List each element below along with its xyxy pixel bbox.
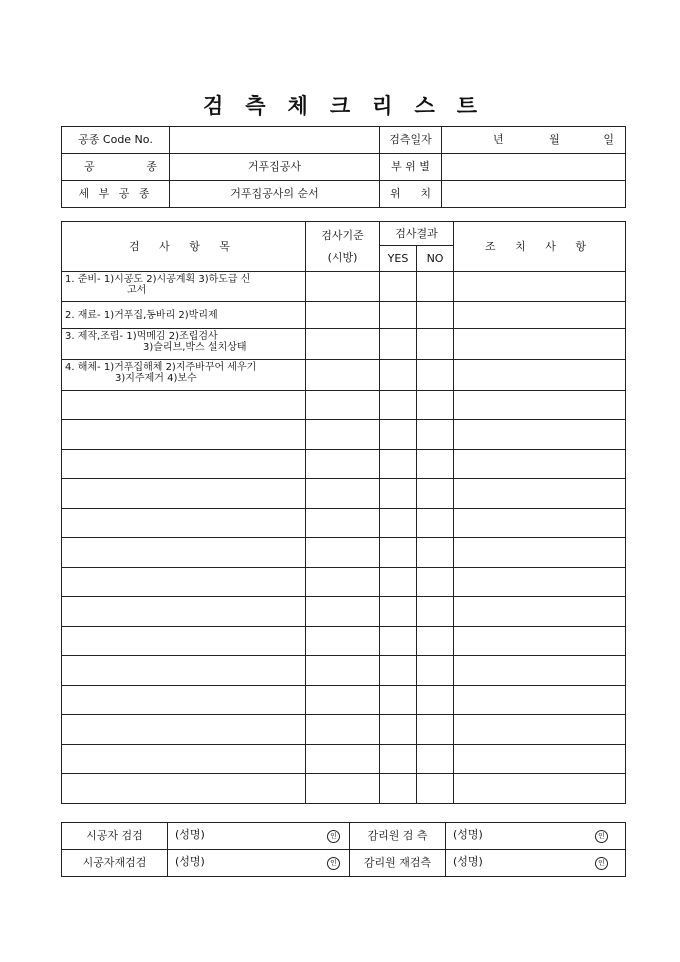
checklist-table [61,221,626,804]
yes-cell[interactable] [380,597,417,627]
empty-row [62,568,626,597]
contractor-inspect-label: 시공자 검검 [62,823,168,850]
checklist-item-3 [62,329,306,360]
no-cell[interactable] [417,391,454,420]
title-char: 검 [202,93,224,118]
standard-cell[interactable] [306,391,380,420]
col-standard-2: (시방) [327,250,358,264]
no-cell[interactable] [417,745,454,774]
no-cell[interactable] [417,656,454,686]
action-cell[interactable] [454,774,626,804]
yes-cell[interactable] [380,686,417,715]
no-cell[interactable] [417,272,454,302]
type-label [62,154,170,181]
part-label: 부 위 별 [380,154,442,181]
empty-row [62,745,626,774]
date-value[interactable] [442,127,626,154]
action-cell[interactable] [454,360,626,391]
no-cell[interactable] [417,538,454,568]
empty-row [62,686,626,715]
action-cell[interactable] [454,627,626,656]
item-cell[interactable] [62,627,306,656]
supervisor-reinspect-name: (성명) [453,855,483,868]
col-standard-header [306,222,380,272]
title-char: 체 [287,93,308,118]
item-cell[interactable] [62,420,306,450]
location-value[interactable] [442,181,626,208]
detail-label: 세 부 공 종 [62,181,170,208]
standard-cell[interactable] [306,302,380,329]
empty-row [62,450,626,479]
action-cell[interactable] [454,302,626,329]
no-cell[interactable] [417,568,454,597]
action-cell[interactable] [454,538,626,568]
contractor-reinspect-signature[interactable] [168,850,350,877]
action-cell[interactable] [454,686,626,715]
item-cell[interactable] [62,509,306,538]
item-cell[interactable] [62,686,306,715]
action-cell[interactable] [454,509,626,538]
no-cell[interactable] [417,329,454,360]
no-cell[interactable] [417,715,454,745]
seal-icon: 인 [595,857,608,870]
empty-row [62,627,626,656]
no-cell[interactable] [417,627,454,656]
seal-icon: 인 [327,857,340,870]
item-cell[interactable] [62,715,306,745]
empty-row [62,509,626,538]
document-title [0,90,680,120]
standard-cell[interactable] [306,627,380,656]
standard-cell[interactable] [306,450,380,479]
standard-cell[interactable] [306,568,380,597]
standard-cell[interactable] [306,538,380,568]
action-cell[interactable] [454,420,626,450]
standard-cell[interactable] [306,774,380,804]
supervisor-reinspect-label: 감리원 재검측 [350,850,446,877]
col-result-header: 검사결과 [380,222,454,246]
action-cell[interactable] [454,479,626,509]
item-line: 3. 제작,조립- 1)먹메김 2)조립검사 [65,331,218,342]
yes-cell[interactable] [380,538,417,568]
item-line: 3)슬리브,박스 설치상태 [143,342,247,353]
no-cell[interactable] [417,450,454,479]
item-cell[interactable] [62,745,306,774]
item-line: 2. 재료- 1)거푸집,동바리 2)박리제 [65,309,218,321]
standard-cell[interactable] [306,686,380,715]
date-month: 월 [549,133,560,146]
yes-cell[interactable] [380,568,417,597]
seal-icon: 인 [327,830,340,843]
action-cell[interactable] [454,597,626,627]
date-year: 년 [493,133,504,146]
no-cell[interactable] [417,597,454,627]
header-table [61,126,626,208]
standard-cell[interactable] [306,745,380,774]
yes-cell[interactable] [380,360,417,391]
item-line: 고서 [127,285,147,296]
item-cell[interactable] [62,597,306,627]
item-cell[interactable] [62,656,306,686]
contractor-reinspect-label: 시공자재검검 [62,850,168,877]
empty-row [62,391,626,420]
no-cell[interactable] [417,302,454,329]
yes-cell[interactable] [380,329,417,360]
checklist-item-4 [62,360,306,391]
action-cell[interactable] [454,272,626,302]
col-item-header: 검 사 항 목 [62,222,306,272]
title-char: 측 [245,93,266,118]
no-cell[interactable] [417,360,454,391]
type-label-1: 공 [84,160,95,173]
action-cell[interactable] [454,450,626,479]
no-cell[interactable] [417,420,454,450]
standard-cell[interactable] [306,509,380,538]
item-cell[interactable] [62,450,306,479]
col-no-header: NO [417,246,454,272]
contractor-inspect-signature[interactable] [168,823,350,850]
col-yes-header: YES [380,246,417,272]
no-cell[interactable] [417,479,454,509]
action-cell[interactable] [454,391,626,420]
date-label: 검측일자 [380,127,442,154]
type-label-2: 종 [146,160,157,173]
supervisor-inspect-name: (성명) [453,828,483,841]
standard-cell[interactable] [306,656,380,686]
yes-cell[interactable] [380,302,417,329]
empty-row [62,715,626,745]
yes-cell[interactable] [380,509,417,538]
standard-cell[interactable] [306,360,380,391]
detail-value[interactable]: 거푸집공사의 순서 [170,181,380,208]
item-line: 3)지주제거 4)보수 [115,373,197,384]
supervisor-inspect-label: 감리원 검 측 [350,823,446,850]
signature-table [61,822,626,877]
yes-cell[interactable] [380,745,417,774]
contractor-reinspect-name: (성명) [175,855,205,868]
standard-cell[interactable] [306,597,380,627]
yes-cell[interactable] [380,656,417,686]
standard-cell[interactable] [306,715,380,745]
supervisor-inspect-signature[interactable] [446,823,626,850]
contractor-inspect-name: (성명) [175,828,205,841]
standard-cell[interactable] [306,329,380,360]
empty-row [62,420,626,450]
location-label-1: 위 [390,187,401,200]
standard-cell[interactable] [306,420,380,450]
date-day: 일 [603,133,614,146]
location-label-2: 치 [420,187,431,200]
item-line: 4. 해체- 1)거푸집해체 2)지주바꾸어 세우기 [65,362,257,373]
yes-cell[interactable] [380,627,417,656]
action-cell[interactable] [454,715,626,745]
location-label [380,181,442,208]
no-cell[interactable] [417,686,454,715]
item-cell[interactable] [62,568,306,597]
type-value[interactable]: 거푸집공사 [170,154,380,181]
action-cell[interactable] [454,656,626,686]
item-cell[interactable] [62,391,306,420]
yes-cell[interactable] [380,774,417,804]
empty-row [62,774,626,804]
item-cell[interactable] [62,538,306,568]
action-cell[interactable] [454,568,626,597]
title-char: 크 [329,93,351,118]
empty-row [62,479,626,509]
no-cell[interactable] [417,509,454,538]
yes-cell[interactable] [380,450,417,479]
empty-row [62,656,626,686]
empty-row [62,538,626,568]
title-char: 리 [372,93,393,118]
yes-cell[interactable] [380,479,417,509]
checklist-item-2 [62,302,306,329]
supervisor-reinspect-signature[interactable] [446,850,626,877]
empty-row [62,597,626,627]
checklist-item-1 [62,272,306,302]
item-cell[interactable] [62,774,306,804]
action-cell[interactable] [454,745,626,774]
col-action-header: 조 치 사 항 [454,222,626,272]
no-cell[interactable] [417,774,454,804]
yes-cell[interactable] [380,272,417,302]
seal-icon: 인 [595,830,608,843]
yes-cell[interactable] [380,391,417,420]
standard-cell[interactable] [306,272,380,302]
code-value[interactable] [170,127,380,154]
yes-cell[interactable] [380,420,417,450]
standard-cell[interactable] [306,479,380,509]
item-line: 1. 준비- 1)시공도 2)시공계획 3)하도급 신 [65,274,251,285]
title-char: 트 [456,93,478,118]
col-standard-1: 검사기준 [321,228,364,242]
action-cell[interactable] [454,329,626,360]
yes-cell[interactable] [380,715,417,745]
code-label: 공종 Code No. [62,127,170,154]
part-value[interactable] [442,154,626,181]
title-char: 스 [414,93,435,118]
item-cell[interactable] [62,479,306,509]
